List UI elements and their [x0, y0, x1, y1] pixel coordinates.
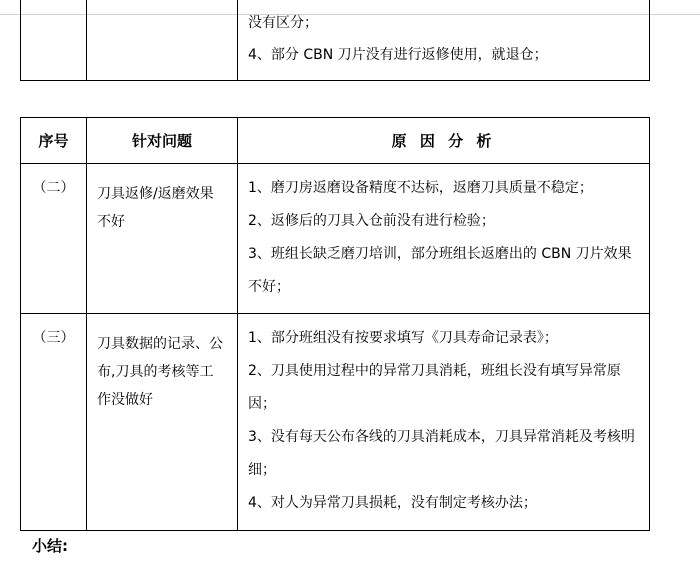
table-row [21, 164, 650, 314]
row-seq: （二） [21, 164, 87, 314]
reason-item: 1、部分班组没有按要求填写《刀具寿命记录表》； [248, 330, 558, 346]
summary-heading: 小结: [32, 537, 68, 555]
reason-item: 3、班组长缺乏磨刀培训，部分班组长返磨出的 CBN 刀片效果不好； [248, 246, 632, 295]
reason-item: 1、磨刀房返磨设备精度不达标，返磨刀具质量不稳定； [248, 180, 593, 196]
seq-cell [21, 0, 87, 80]
row-issue: 刀具返修/返磨效果不好 [87, 164, 238, 314]
table-row [21, 314, 650, 531]
analysis-line: 没有区分； [248, 15, 318, 31]
row-reasons [238, 314, 650, 531]
reason-item: 2、返修后的刀具入仓前没有进行检验； [248, 213, 495, 229]
cause-analysis-table [20, 117, 650, 531]
row-reasons [238, 164, 650, 314]
table-row [21, 0, 650, 80]
table-header-row [21, 118, 650, 164]
analysis-line: 4、部分 CBN 刀片没有进行返修使用，就退仓； [248, 47, 548, 63]
header-analysis: 原 因 分 析 [238, 118, 650, 164]
reason-item: 3、没有每天公布各线的刀具消耗成本，刀具异常消耗及考核明细； [248, 429, 635, 478]
previous-table-fragment [20, 0, 650, 81]
header-seq: 序号 [21, 118, 87, 164]
reason-item: 2、刀具使用过程中的异常刀具消耗，班组长没有填写异常原因； [248, 363, 621, 412]
row-issue: 刀具数据的记录、公布,刀具的考核等工作没做好 [87, 314, 238, 531]
header-issue: 针对问题 [87, 118, 238, 164]
reason-item: 4、对人为异常刀具损耗，没有制定考核办法； [248, 495, 537, 511]
issue-cell [87, 0, 238, 80]
row-seq: （三） [21, 314, 87, 531]
analysis-cell [238, 0, 650, 80]
